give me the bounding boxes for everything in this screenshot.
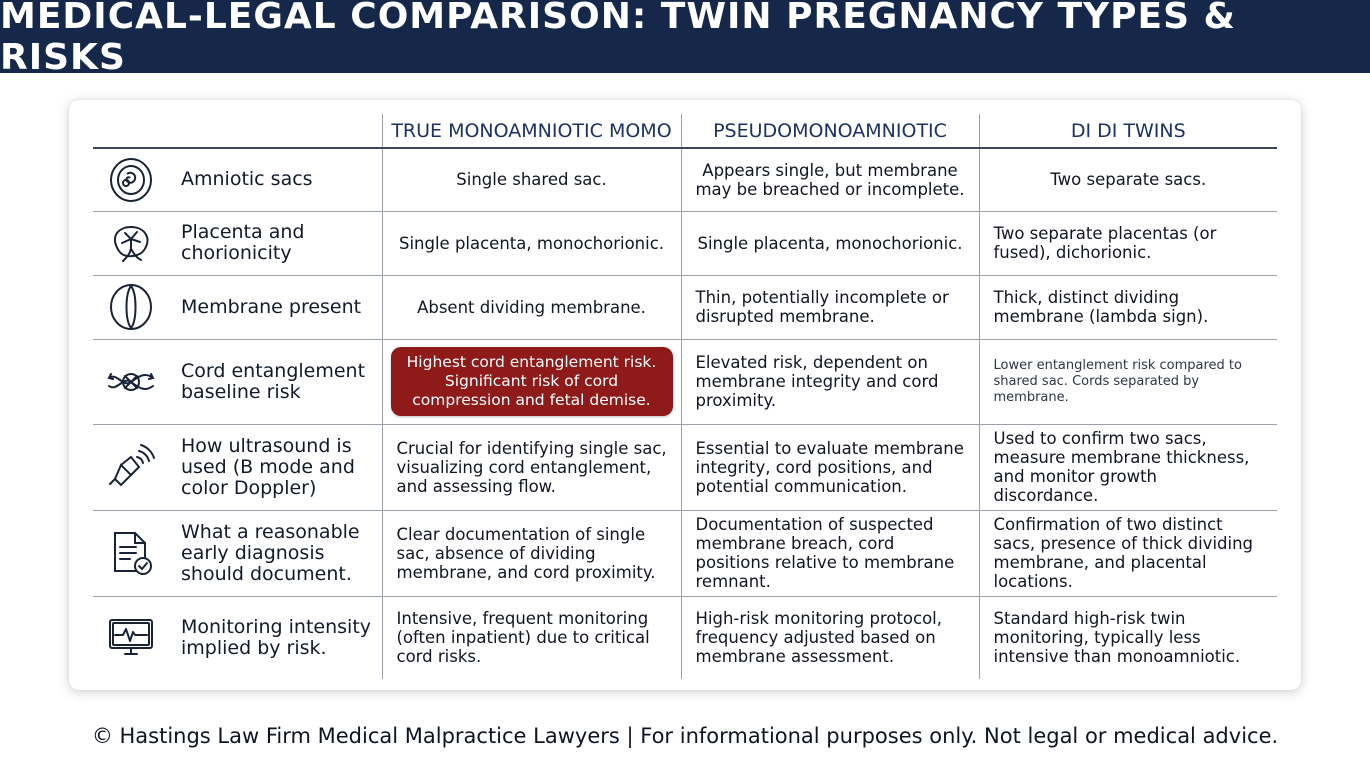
table-row [93, 339, 1277, 424]
row-label: Membrane present [181, 295, 362, 318]
table-row [93, 510, 1277, 596]
cell-momo: Clear documentation of single sac, absence of dividing membrane, and cord proximity. [382, 510, 681, 596]
cell-didi: Used to confirm two sacs, measure membrane thickness, and monitor growth discordance. [979, 424, 1277, 510]
cell-didi: Standard high-risk twin monitoring, typically less intensive than monoamniotic. [979, 596, 1277, 679]
page-title-banner [0, 0, 1370, 78]
cell-momo: Intensive, frequent monitoring (often inpatient) due to critical cord risks. [382, 596, 681, 679]
row-label-cell [93, 275, 382, 339]
table-row [93, 148, 1277, 211]
cell-momo: Absent dividing membrane. [382, 275, 681, 339]
cell-pseudomono: Essential to evaluate membrane integrity, cord positions, and potential communication. [681, 424, 979, 510]
row-label-cell [93, 424, 382, 510]
cell-pseudomono: High-risk monitoring protocol, frequency adjusted based on membrane assessment. [681, 596, 979, 679]
row-label: Amniotic sacs [181, 168, 313, 191]
comparison-table [93, 114, 1277, 679]
row-label-cell [93, 148, 382, 211]
column-header-didi: DI DI TWINS [979, 114, 1277, 148]
cord-entanglement-icon [105, 356, 157, 408]
row-label: What a reasonable early diagnosis should document. [181, 520, 360, 585]
table-row [93, 211, 1277, 275]
page-title: MEDICAL-LEGAL COMPARISON: TWIN PREGNANCY TYPES & RISKS [0, 0, 1236, 78]
cell-momo: Single shared sac. [382, 148, 681, 211]
table-row [93, 596, 1277, 679]
amniotic-sac-icon [105, 154, 157, 206]
cell-pseudomono: Elevated risk, dependent on membrane integrity and cord proximity. [681, 339, 979, 424]
comparison-card [69, 100, 1301, 690]
cell-didi: Thick, distinct dividing membrane (lambda sign). [979, 275, 1277, 339]
row-label-cell [93, 339, 382, 424]
column-header-momo: TRUE MONOAMNIOTIC MOMO [382, 114, 681, 148]
row-label: Monitoring intensity implied by risk. [181, 615, 372, 659]
placenta-icon [105, 217, 157, 269]
cell-didi: Two separate placentas (or fused), dichorionic. [979, 211, 1277, 275]
membrane-icon [105, 281, 157, 333]
cell-didi: Two separate sacs. [979, 148, 1277, 211]
table-header-row [93, 114, 1277, 148]
row-label: How ultrasound is used (B mode and color Doppler) [181, 434, 355, 499]
cell-didi: Lower entanglement risk compared to shared sac. Cords separated by membrane. [979, 339, 1277, 424]
column-header-pseudomono: PSEUDOMONOAMNIOTIC [681, 114, 979, 148]
row-label: Cord entanglement baseline risk [181, 359, 366, 403]
table-row [93, 275, 1277, 339]
cell-pseudomono: Appears single, but membrane may be breached or incomplete. [681, 148, 979, 211]
row-label: Placenta and chorionicity [181, 221, 305, 264]
cell-pseudomono: Single placenta, monochorionic. [681, 211, 979, 275]
table-row [93, 424, 1277, 510]
high-risk-badge: Highest cord entanglement risk. Significant risk of cord compression and fetal demise. [391, 347, 673, 416]
column-header-blank [93, 114, 382, 148]
ultrasound-probe-icon [105, 441, 157, 493]
row-label-cell [93, 510, 382, 596]
cell-pseudomono: Thin, potentially incomplete or disrupted membrane. [681, 275, 979, 339]
cell-momo: Single placenta, monochorionic. [382, 211, 681, 275]
heart-monitor-icon [105, 612, 157, 664]
row-label-cell [93, 211, 382, 275]
cell-didi: Confirmation of two distinct sacs, presence of thick dividing membrane, and placental locations. [979, 510, 1277, 596]
cell-pseudomono: Documentation of suspected membrane breach, cord positions relative to membrane remnant. [681, 510, 979, 596]
footer-disclaimer: © Hastings Law Firm Medical Malpractice Lawyers | For informational purposes only. Not legal or medical advice. [91, 724, 1279, 748]
row-label-cell [93, 596, 382, 679]
document-check-icon [105, 527, 157, 579]
cell-momo [382, 339, 681, 424]
cell-momo: Crucial for identifying single sac, visualizing cord entanglement, and assessing flow. [382, 424, 681, 510]
